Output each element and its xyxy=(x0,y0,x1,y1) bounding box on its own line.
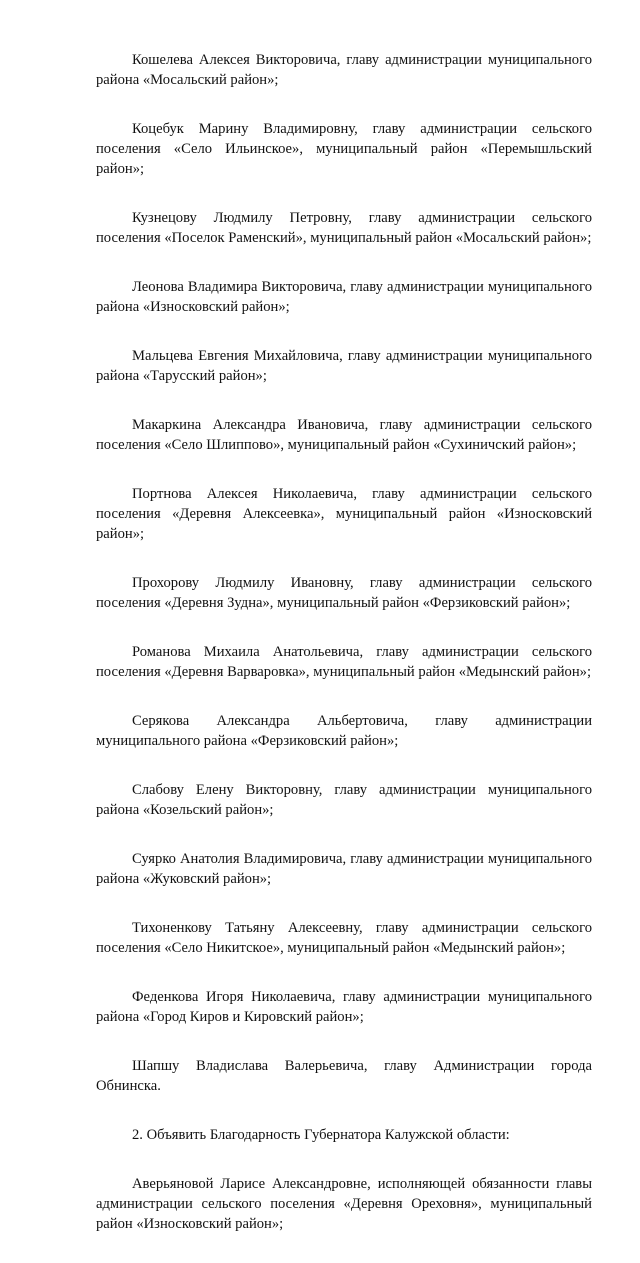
paragraph-leonov: Леонова Владимира Викторовича, главу администрации муниципального района «Износковский район»; xyxy=(96,279,592,315)
paragraph-koshelev: Кошелева Алексея Викторовича, главу администрации муниципального района «Мосальский район»; xyxy=(96,52,592,88)
paragraph-portnov: Портнова Алексея Николаевича, главу администрации сельского поселения «Деревня Алексеевка», муниципальный район «Износковский район»; xyxy=(96,486,592,542)
paragraph-shapsha: Шапшу Владислава Валерьевича, главу Администрации города Обнинска. xyxy=(96,1058,592,1094)
paragraph-slabova: Слабову Елену Викторовну, главу администрации муниципального района «Козельский район»; xyxy=(96,782,592,818)
paragraph-averyanova: Аверьяновой Ларисе Александровне, исполняющей обязанности главы администрации сельского поселения «Деревня Ореховня», муниципальный район «Износковский район»; xyxy=(96,1176,592,1232)
paragraph-maltsev: Мальцева Евгения Михайловича, главу администрации муниципального района «Тарусский район»; xyxy=(96,348,592,384)
paragraph-suyarko: Суярко Анатолия Владимировича, главу администрации муниципального района «Жуковский район»; xyxy=(96,851,592,887)
paragraph-fedenkov: Феденкова Игоря Николаевича, главу администрации муниципального района «Город Киров и Кировский район»; xyxy=(96,989,592,1025)
paragraph-seryakov: Серякова Александра Альбертовича, главу администрации муниципального района «Ферзиковский район»; xyxy=(96,713,592,749)
paragraph-kotsebuk: Коцебук Марину Владимировну, главу администрации сельского поселения «Село Ильинское», муниципальный район «Перемышльский район»; xyxy=(96,121,592,177)
paragraph-tikhonenkova: Тихоненкову Татьяну Алексеевну, главу администрации сельского поселения «Село Никитское», муниципальный район «Медынский район»; xyxy=(96,920,592,956)
document-page xyxy=(96,50,592,1263)
section-heading-gratitude: 2. Объявить Благодарность Губернатора Калужской области: xyxy=(132,1127,510,1143)
paragraph-makarkin: Макаркина Александра Ивановича, главу администрации сельского поселения «Село Шлиппово», муниципальный район «Сухиничский район»; xyxy=(96,417,592,453)
paragraph-kuznetsova: Кузнецову Людмилу Петровну, главу администрации сельского поселения «Поселок Раменский», муниципальный район «Мосальский район»; xyxy=(96,210,592,246)
paragraph-romanov: Романова Михаила Анатольевича, главу администрации сельского поселения «Деревня Варваровка», муниципальный район «Медынский район»; xyxy=(96,644,592,680)
paragraph-prokhorova: Прохорову Людмилу Ивановну, главу администрации сельского поселения «Деревня Зудна», муниципальный район «Ферзиковский район»; xyxy=(96,575,592,611)
